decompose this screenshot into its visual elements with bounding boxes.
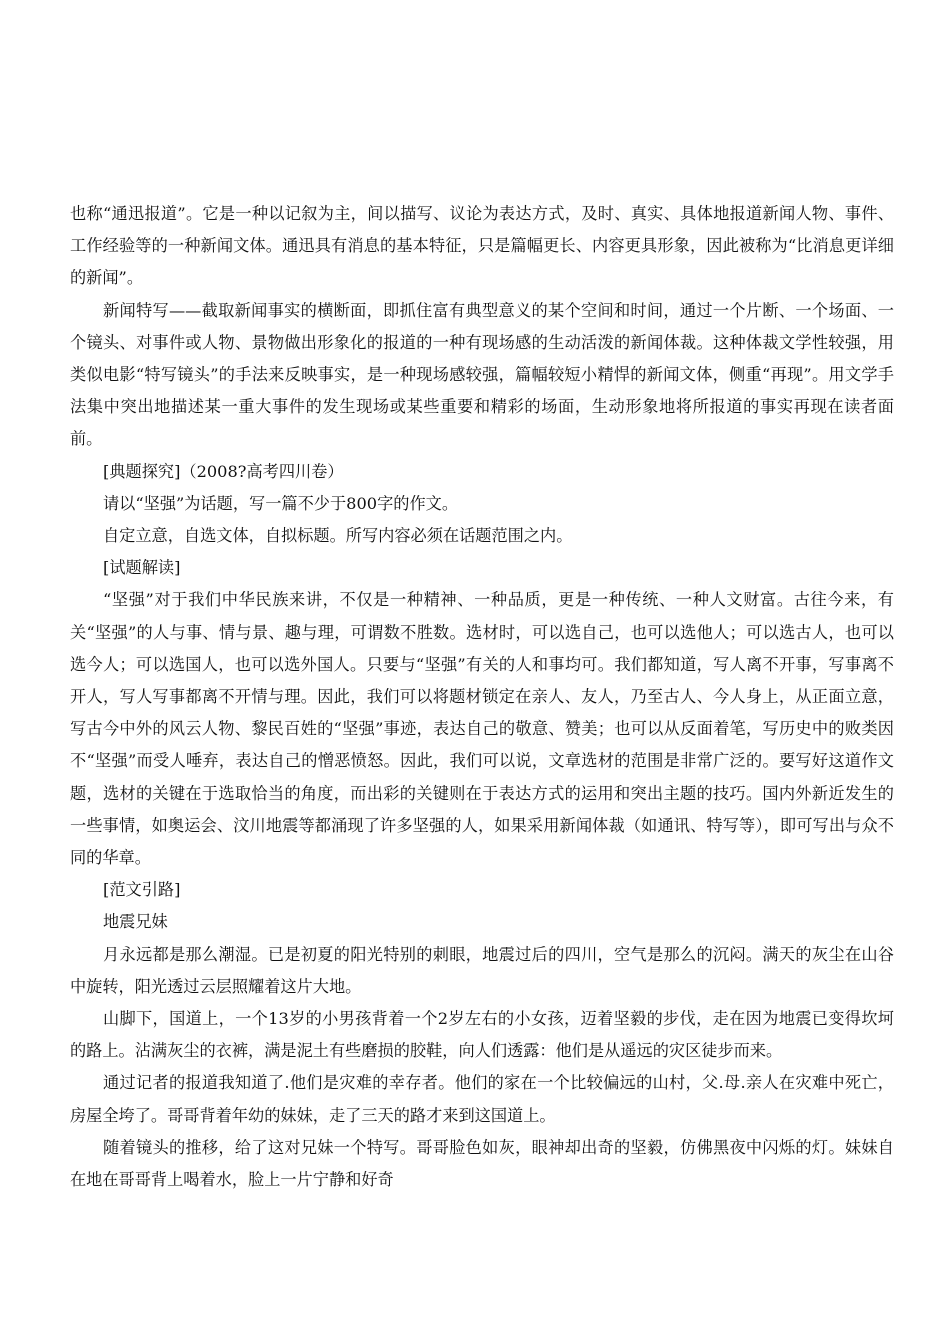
section-heading-model-essay: [范文引路] [103, 880, 181, 900]
section-heading-exam-question: [典题探究]（2008?高考四川卷） [103, 461, 344, 481]
essay-paragraph-3: 通过记者的报道我知道了.他们是灾难的幸存者。他们的家在一个比较偏远的山村，父.母.亲人在灾难中死亡，房屋全垮了。哥哥背着年幼的妹妹，走了三天的路才来到这国道上。 [70, 1073, 894, 1125]
paragraph-news-feature-definition: 新闻特写——截取新闻事实的横断面，即抓住富有典型意义的某个空间和时间，通过一个片断、一个场面、一个镜头、对事件或人物、景物做出形象化的报道的一种有现场感的生动活泼的新闻体裁。这种体裁文学性较强，用类似电影“特写镜头”的手法来反映事实，是一种现场感较强，篇幅较短小精悍的新闻文体，侧重“再现”。用文学手法集中突出地描述某一重大事件的发生现场或某些重要和精彩的场面，生动形象地将所报道的事实再现在读者面前。 [70, 300, 894, 449]
document-page [70, 198, 894, 1196]
paragraph-requirements: 自定立意，自选文体，自拟标题。所写内容必须在话题范围之内。 [103, 526, 573, 546]
paragraph-interpretation: “坚强”对于我们中华民族来讲，不仅是一种精神、一种品质，更是一种传统、一种人文财富。古往今来，有关“坚强”的人与事、情与景、趣与理，可谓数不胜数。选材时，可以选自己，也可以选他人；可以选古人，也可以选今人；可以选国人，也可以选外国人。只要与“坚强”有关的人和事均可。我们都知道，写人离不开事，写事离不开人，写人写事都离不开情与理。因此，我们可以将题材锁定在亲人、友人，乃至古人、今人身上，从正面立意，写古今中外的风云人物、黎民百姓的“坚强”事迹，表达自己的敬意、赞美；也可以从反面着笔，写历史中的败类因不“坚强”而受人唾弃，表达自己的憎恶愤怒。因此，我们可以说，文章选材的范围是非常广泛的。要写好这道作文题，选材的关键在于选取恰当的角度，而出彩的关键则在于表达方式的运用和突出主题的技巧。国内外新近发生的一些事情，如奥运会、汶川地震等都涌现了许多坚强的人，如果采用新闻体裁（如通讯、特写等），即可写出与众不同的华章。 [70, 590, 894, 868]
essay-title: 地震兄妹 [103, 912, 168, 932]
paragraph-tongxun-definition: 也称“通迅报道”。它是一种以记叙为主，间以描写、议论为表达方式，及时、真实、具体地报道新闻人物、事件、工作经验等的一种新闻文体。通迅具有消息的基本特征，只是篇幅更长、内容更具形象，因此被称为“比消息更详细的新闻”。 [70, 204, 894, 288]
essay-paragraph-2: 山脚下，国道上，一个13岁的小男孩背着一个2岁左右的小女孩，迈着坚毅的步伐，走在因为地震已变得坎坷的路上。沾满灰尘的衣裤，满是泥土有些磨损的胶鞋，向人们透露：他们是从遥远的灾区徒步而来。 [70, 1009, 894, 1061]
paragraph-prompt: 请以“坚强”为话题，写一篇不少于800字的作文。 [103, 493, 459, 513]
essay-paragraph-1: 月永远都是那么潮湿。已是初夏的阳光特别的刺眼，地震过后的四川，空气是那么的沉闷。满天的灰尘在山谷中旋转，阳光透过云层照耀着这片大地。 [70, 944, 894, 996]
section-heading-interpretation: [试题解读] [103, 558, 181, 578]
essay-paragraph-4: 随着镜头的推移，给了这对兄妹一个特写。哥哥脸色如灰，眼神却出奇的坚毅，仿佛黑夜中闪烁的灯。妹妹自在地在哥哥背上喝着水，脸上一片宁静和好奇 [70, 1137, 894, 1190]
